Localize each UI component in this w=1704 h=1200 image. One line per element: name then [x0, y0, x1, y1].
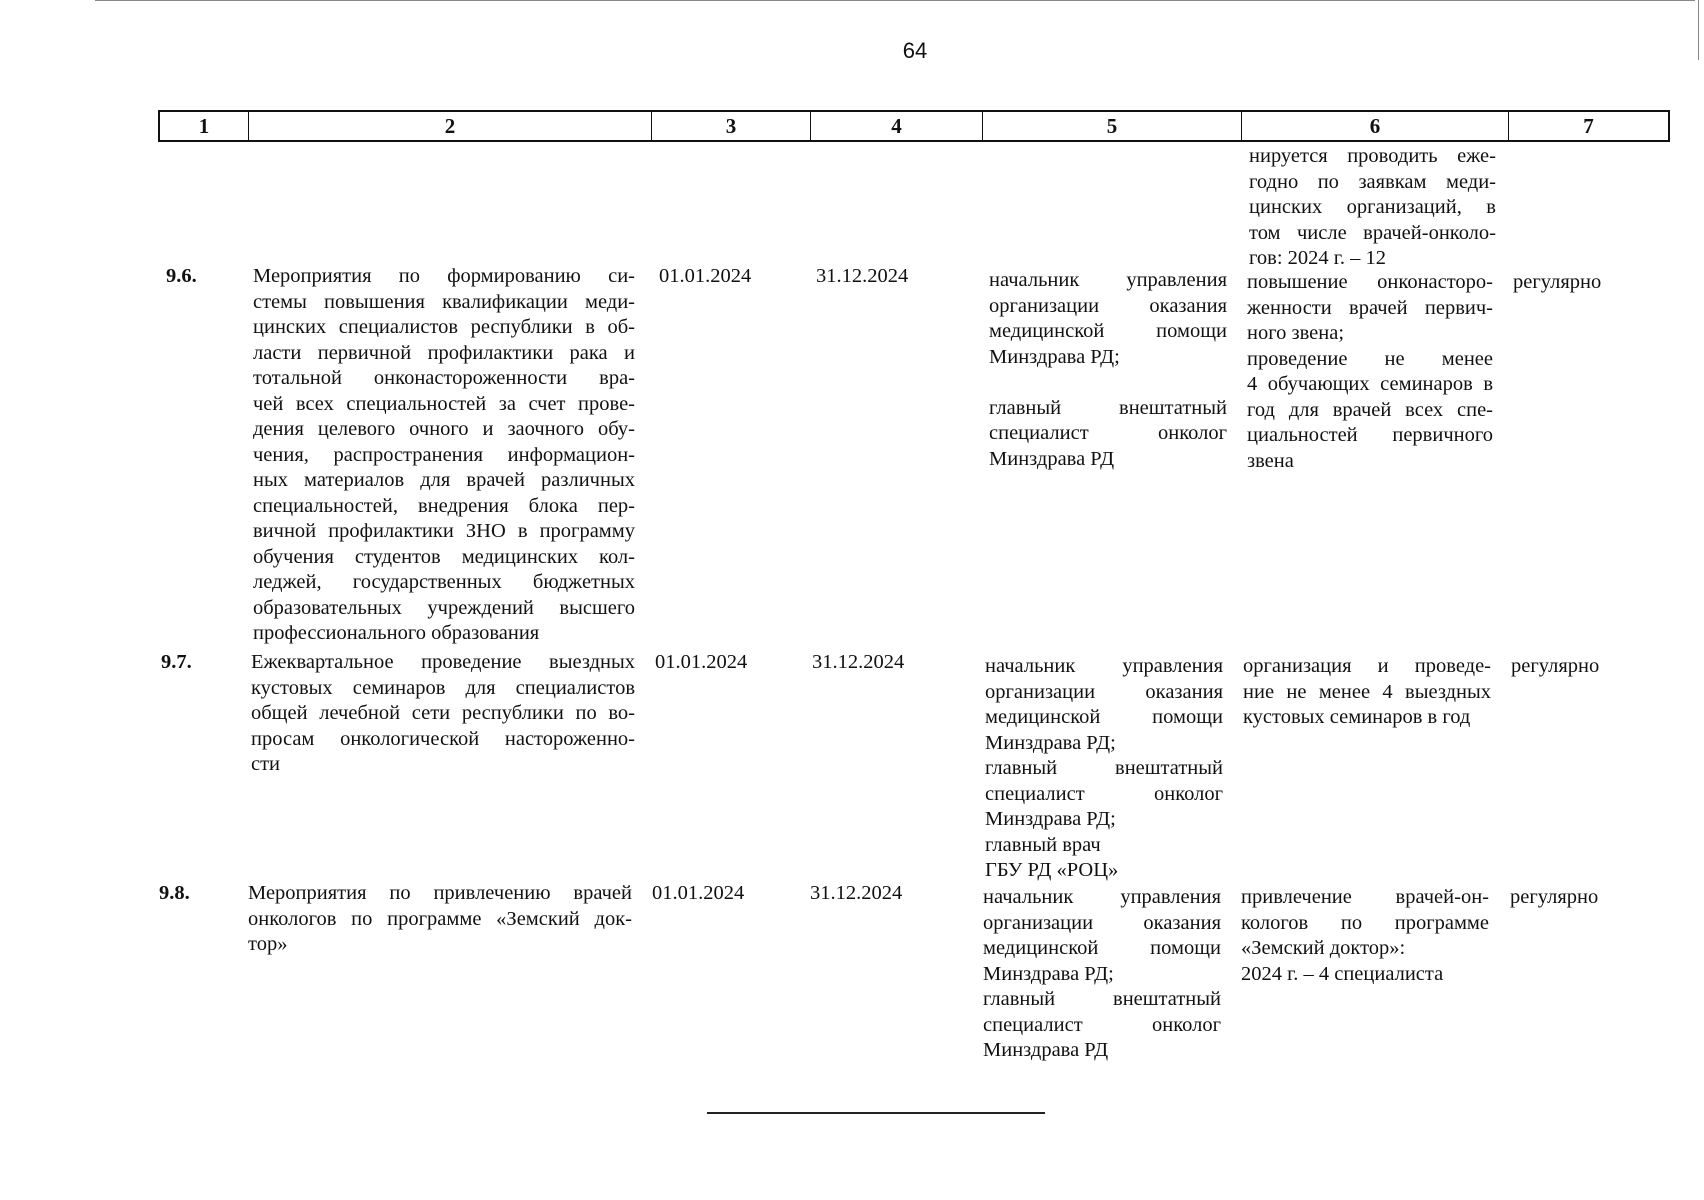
row-description	[248, 881, 632, 958]
text-line: онкологов по программе «Земский док-	[248, 907, 632, 930]
text-line: Минздрава РД;	[985, 808, 1116, 830]
text-line: чей всех специальностей за счет прове-	[253, 392, 635, 415]
text-line: профессионального образования	[253, 622, 540, 644]
text-line: специальностей, внедрения блока пер-	[253, 494, 635, 517]
text-line: организация и проведе-	[1243, 655, 1491, 677]
text-line: главный внештатный	[983, 988, 1221, 1010]
end-date: 31.12.2024	[812, 651, 905, 673]
text-line: кустовых семинаров в год	[1243, 706, 1471, 728]
periodicity: регулярно	[1510, 886, 1599, 908]
text-line: проведение не менее	[1247, 347, 1493, 370]
footer-rule	[707, 1112, 1045, 1114]
row-number: 9.7.	[161, 651, 192, 673]
row-description	[251, 650, 635, 778]
text-line: медицинской помощи	[989, 320, 1227, 342]
page-number: 64	[902, 38, 928, 63]
text-line: леджей, государственных бюджетных	[253, 571, 635, 593]
scan-top-edge	[95, 0, 1695, 1]
text-line: кологов по программе	[1241, 911, 1489, 934]
text-line	[989, 370, 1227, 396]
text-line: циальностей первичного	[1247, 424, 1493, 446]
text-line: ного звена;	[1247, 322, 1345, 344]
text-line: специалист онколог	[983, 1013, 1221, 1036]
text-line: ласти первичной профилактики рака и	[253, 341, 635, 364]
header-col-2: 2	[249, 112, 652, 140]
text-line: Ежеквартальное проведение выездных	[251, 651, 635, 673]
text-line: начальник управления	[985, 655, 1223, 677]
text-line: главный врач	[985, 833, 1101, 856]
periodicity: регулярно	[1511, 655, 1600, 677]
text-line: год для врачей всех спе-	[1247, 398, 1493, 421]
text-line: дения целевого очного и заочного обу-	[253, 418, 635, 440]
text-line: Мероприятия по привлечению врачей	[248, 882, 632, 904]
header-col-6: 6	[1242, 112, 1509, 140]
text-line: гов: 2024 г. – 12	[1249, 247, 1386, 269]
expected-result	[1247, 270, 1493, 474]
carry-over-result	[1249, 144, 1496, 272]
text-line: ГБУ РД «РОЦ»	[985, 859, 1119, 881]
text-line: главный внештатный	[989, 396, 1227, 419]
text-line: привлечение врачей-он-	[1241, 886, 1489, 908]
text-line: Мероприятия по формированию си-	[253, 265, 635, 287]
text-line: вичной профилактики ЗНО в программу	[253, 520, 635, 542]
row-description	[253, 264, 635, 647]
text-line: кустовых семинаров для специалистов	[251, 676, 635, 699]
text-line: просам онкологической настороженно-	[251, 727, 635, 750]
text-line: тотальной онконастороженности вра-	[253, 367, 635, 389]
text-line: тор»	[248, 933, 288, 955]
text-line: стемы повышения квалификации меди-	[253, 290, 635, 313]
table-header-row	[158, 110, 1670, 142]
text-line: 2024 г. – 4 специалиста	[1241, 962, 1444, 985]
text-line: Минздрава РД;	[983, 962, 1114, 985]
text-line: сти	[251, 753, 281, 775]
text-line: специалист онколог	[989, 422, 1227, 444]
header-col-4: 4	[811, 112, 983, 140]
text-line: организации оказания	[985, 680, 1223, 703]
text-line: начальник управления	[983, 886, 1221, 908]
text-line: нируется проводить еже-	[1249, 145, 1496, 167]
header-col-5: 5	[983, 112, 1242, 140]
text-line: организации оказания	[989, 294, 1227, 317]
text-line: цинских специалистов республики в об-	[253, 316, 635, 338]
text-line: 4 обучающих семинаров в	[1247, 373, 1493, 395]
text-line: главный внештатный	[985, 757, 1223, 779]
row-number: 9.8.	[159, 882, 190, 904]
text-line: Минздрава РД;	[989, 345, 1120, 368]
text-line: начальник управления	[989, 269, 1227, 291]
expected-result	[1241, 885, 1489, 987]
responsible	[985, 654, 1223, 884]
text-line: ных материалов для врачей различных	[253, 469, 635, 491]
text-line: женности врачей первич-	[1247, 296, 1493, 319]
text-line: том числе врачей-онколо-	[1249, 221, 1496, 244]
text-line: организации оказания	[983, 911, 1221, 934]
text-line: ние не менее 4 выездных	[1243, 680, 1491, 703]
periodicity: регулярно	[1513, 271, 1602, 293]
responsible	[989, 268, 1227, 472]
start-date: 01.01.2024	[655, 651, 748, 673]
text-line: образовательных учреждений высшего	[253, 596, 635, 619]
text-line: обучения студентов медицинских кол-	[253, 545, 635, 568]
header-col-1: 1	[160, 112, 249, 140]
start-date: 01.01.2024	[652, 882, 745, 904]
responsible	[983, 885, 1221, 1064]
text-line: медицинской помощи	[983, 937, 1221, 959]
text-line: медицинской помощи	[985, 706, 1223, 728]
text-line: Минздрава РД;	[985, 731, 1116, 754]
end-date: 31.12.2024	[810, 882, 903, 904]
text-line: специалист онколог	[985, 782, 1223, 805]
expected-result	[1243, 654, 1491, 731]
text-line: повышение онконасторо-	[1247, 271, 1493, 293]
header-col-3: 3	[652, 112, 811, 140]
text-line: цинских организаций, в	[1249, 196, 1496, 218]
text-line: чения, распространения информацион-	[253, 443, 635, 466]
text-line: «Земский доктор»:	[1241, 937, 1406, 959]
text-line: годно по заявкам меди-	[1249, 170, 1496, 193]
text-line: Минздрава РД	[983, 1039, 1109, 1061]
text-line: Минздрава РД	[989, 447, 1115, 470]
row-number: 9.6.	[166, 265, 197, 287]
end-date: 31.12.2024	[816, 265, 909, 287]
text-line: звена	[1247, 449, 1294, 472]
header-col-7: 7	[1583, 114, 1594, 138]
start-date: 01.01.2024	[659, 265, 752, 287]
text-line: общей лечебной сети республики по во-	[251, 702, 635, 724]
